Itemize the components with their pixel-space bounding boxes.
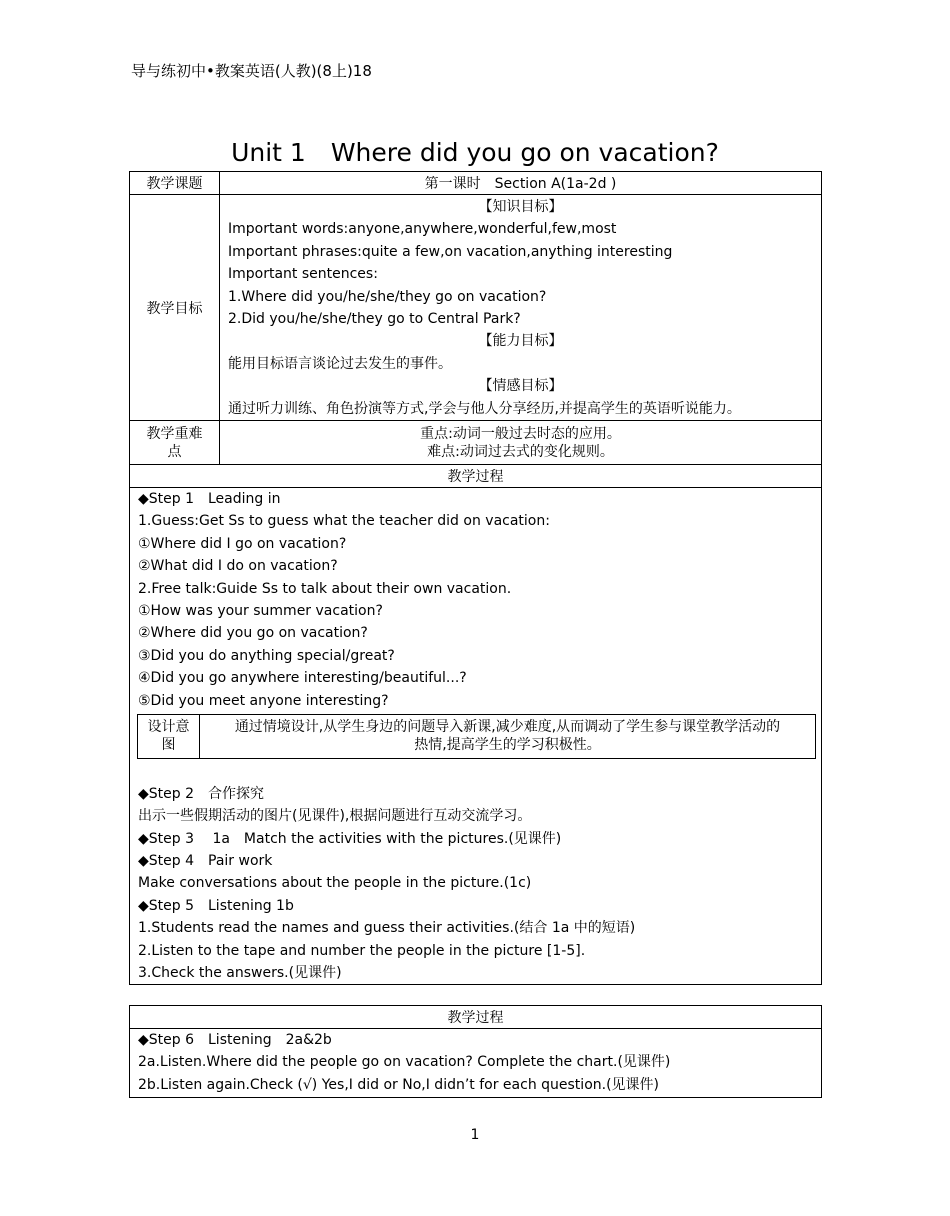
design-intent-table (137, 714, 816, 759)
process-line: ⑤Did you meet anyone interesting? (138, 692, 389, 709)
process-line: 3.Check the answers.(见课件) (138, 965, 342, 982)
process-line: ①How was your summer vacation? (138, 602, 383, 619)
key-points-row (130, 421, 822, 465)
process-line: 2.Free talk:Guide Ss to talk about their own vacation. (138, 580, 512, 597)
key-points-label-line: 教学重难 (146, 425, 203, 442)
process-line: ◆Step 1 Leading in (138, 491, 281, 507)
objectives-row (130, 195, 822, 421)
process-line: ①Where did I go on vacation? (138, 535, 347, 552)
lesson-plan-table (129, 171, 822, 985)
page-title: Unit 1 Where did you go on vacation? (231, 138, 719, 167)
process2-heading-row (130, 1006, 822, 1029)
process-line: ③Did you do anything special/great? (138, 647, 395, 664)
design-intent-label-line: 图 (161, 737, 176, 754)
process-line: ◆Step 2 合作探究 (138, 785, 264, 802)
emotion-text: 通过听力训练、角色扮演等方式,学会与他人分享经历,并提高学生的英语听说能力。 (228, 400, 741, 417)
running-header: 导与练初中•教案英语(人教)(8上)18 (131, 62, 372, 80)
process-line: 1.Guess:Get Ss to guess what the teacher did on vacation: (138, 513, 550, 530)
knowledge-line: Important sentences: (228, 266, 378, 283)
process2-row (130, 1029, 822, 1098)
design-intent-label (138, 714, 200, 758)
ability-heading: 【能力目标】 (478, 333, 563, 350)
process-line: ②What did I do on vacation? (138, 558, 338, 575)
objectives-label: 教学目标 (130, 195, 220, 421)
process-line: ◆Step 6 Listening 2a&2b (138, 1032, 332, 1048)
spacer (130, 761, 821, 783)
process2-cell (130, 1029, 822, 1098)
knowledge-line: Important phrases:quite a few,on vacation,anything interesting (228, 243, 673, 260)
process-row (130, 488, 822, 985)
process-heading: 教学过程 (130, 465, 822, 488)
process-line: ②Where did you go on vacation? (138, 625, 368, 642)
lesson-plan-table-2 (129, 1005, 822, 1098)
key-points-cell (220, 421, 822, 465)
lesson-value: 第一课时 Section A(1a-2d ) (220, 172, 822, 195)
process2-heading: 教学过程 (130, 1006, 822, 1029)
design-intent-line: 热情,提高学生的学习积极性。 (414, 737, 601, 754)
page-number: 1 (470, 1127, 480, 1143)
process-heading-row (130, 465, 822, 488)
process-line: 1.Students read the names and guess their activities.(结合 1a 中的短语) (138, 920, 636, 937)
process-line: 2b.Listen again.Check (√) Yes,I did or No,I didn’t for each question.(见课件) (138, 1076, 660, 1093)
knowledge-line: 1.Where did you/he/she/they go on vacation? (228, 288, 547, 305)
key-point: 重点:动词一般过去时态的应用。 (420, 425, 621, 442)
lesson-row (130, 172, 822, 195)
process-cell (130, 488, 822, 985)
process-line: 2a.Listen.Where did the people go on vacation? Complete the chart.(见课件) (138, 1054, 671, 1071)
process-line: ④Did you go anywhere interesting/beautiful...? (138, 670, 467, 687)
knowledge-line: 2.Did you/he/she/they go to Central Park? (228, 311, 521, 327)
process-line: Make conversations about the people in the picture.(1c) (138, 875, 532, 892)
knowledge-heading: 【知识目标】 (478, 199, 563, 216)
knowledge-line: Important words:anyone,anywhere,wonderful,few,most (228, 221, 617, 238)
process-line: ◆Step 4 Pair work (138, 853, 273, 870)
lesson-label: 教学课题 (130, 172, 220, 195)
design-intent-label-line: 设计意 (147, 719, 190, 736)
ability-text: 能用目标语言谈论过去发生的事件。 (228, 355, 452, 372)
process-line: 2.Listen to the tape and number the people in the picture [1-5]. (138, 942, 586, 959)
process-line: ◆Step 5 Listening 1b (138, 897, 294, 914)
key-points-label-line: 点 (167, 443, 182, 460)
design-intent-text (200, 714, 816, 758)
difficult-point: 难点:动词过去式的变化规则。 (427, 443, 614, 460)
objectives-cell (220, 195, 822, 421)
design-intent-line: 通过情境设计,从学生身边的问题导入新课,减少难度,从而调动了学生参与课堂教学活动的 (234, 719, 781, 736)
process-line: 出示一些假期活动的图片(见课件),根据问题进行互动交流学习。 (138, 808, 532, 825)
process-line: ◆Step 3 1a Match the activities with the pictures.(见课件) (138, 830, 562, 847)
emotion-heading: 【情感目标】 (478, 378, 563, 395)
key-points-label (130, 421, 220, 465)
